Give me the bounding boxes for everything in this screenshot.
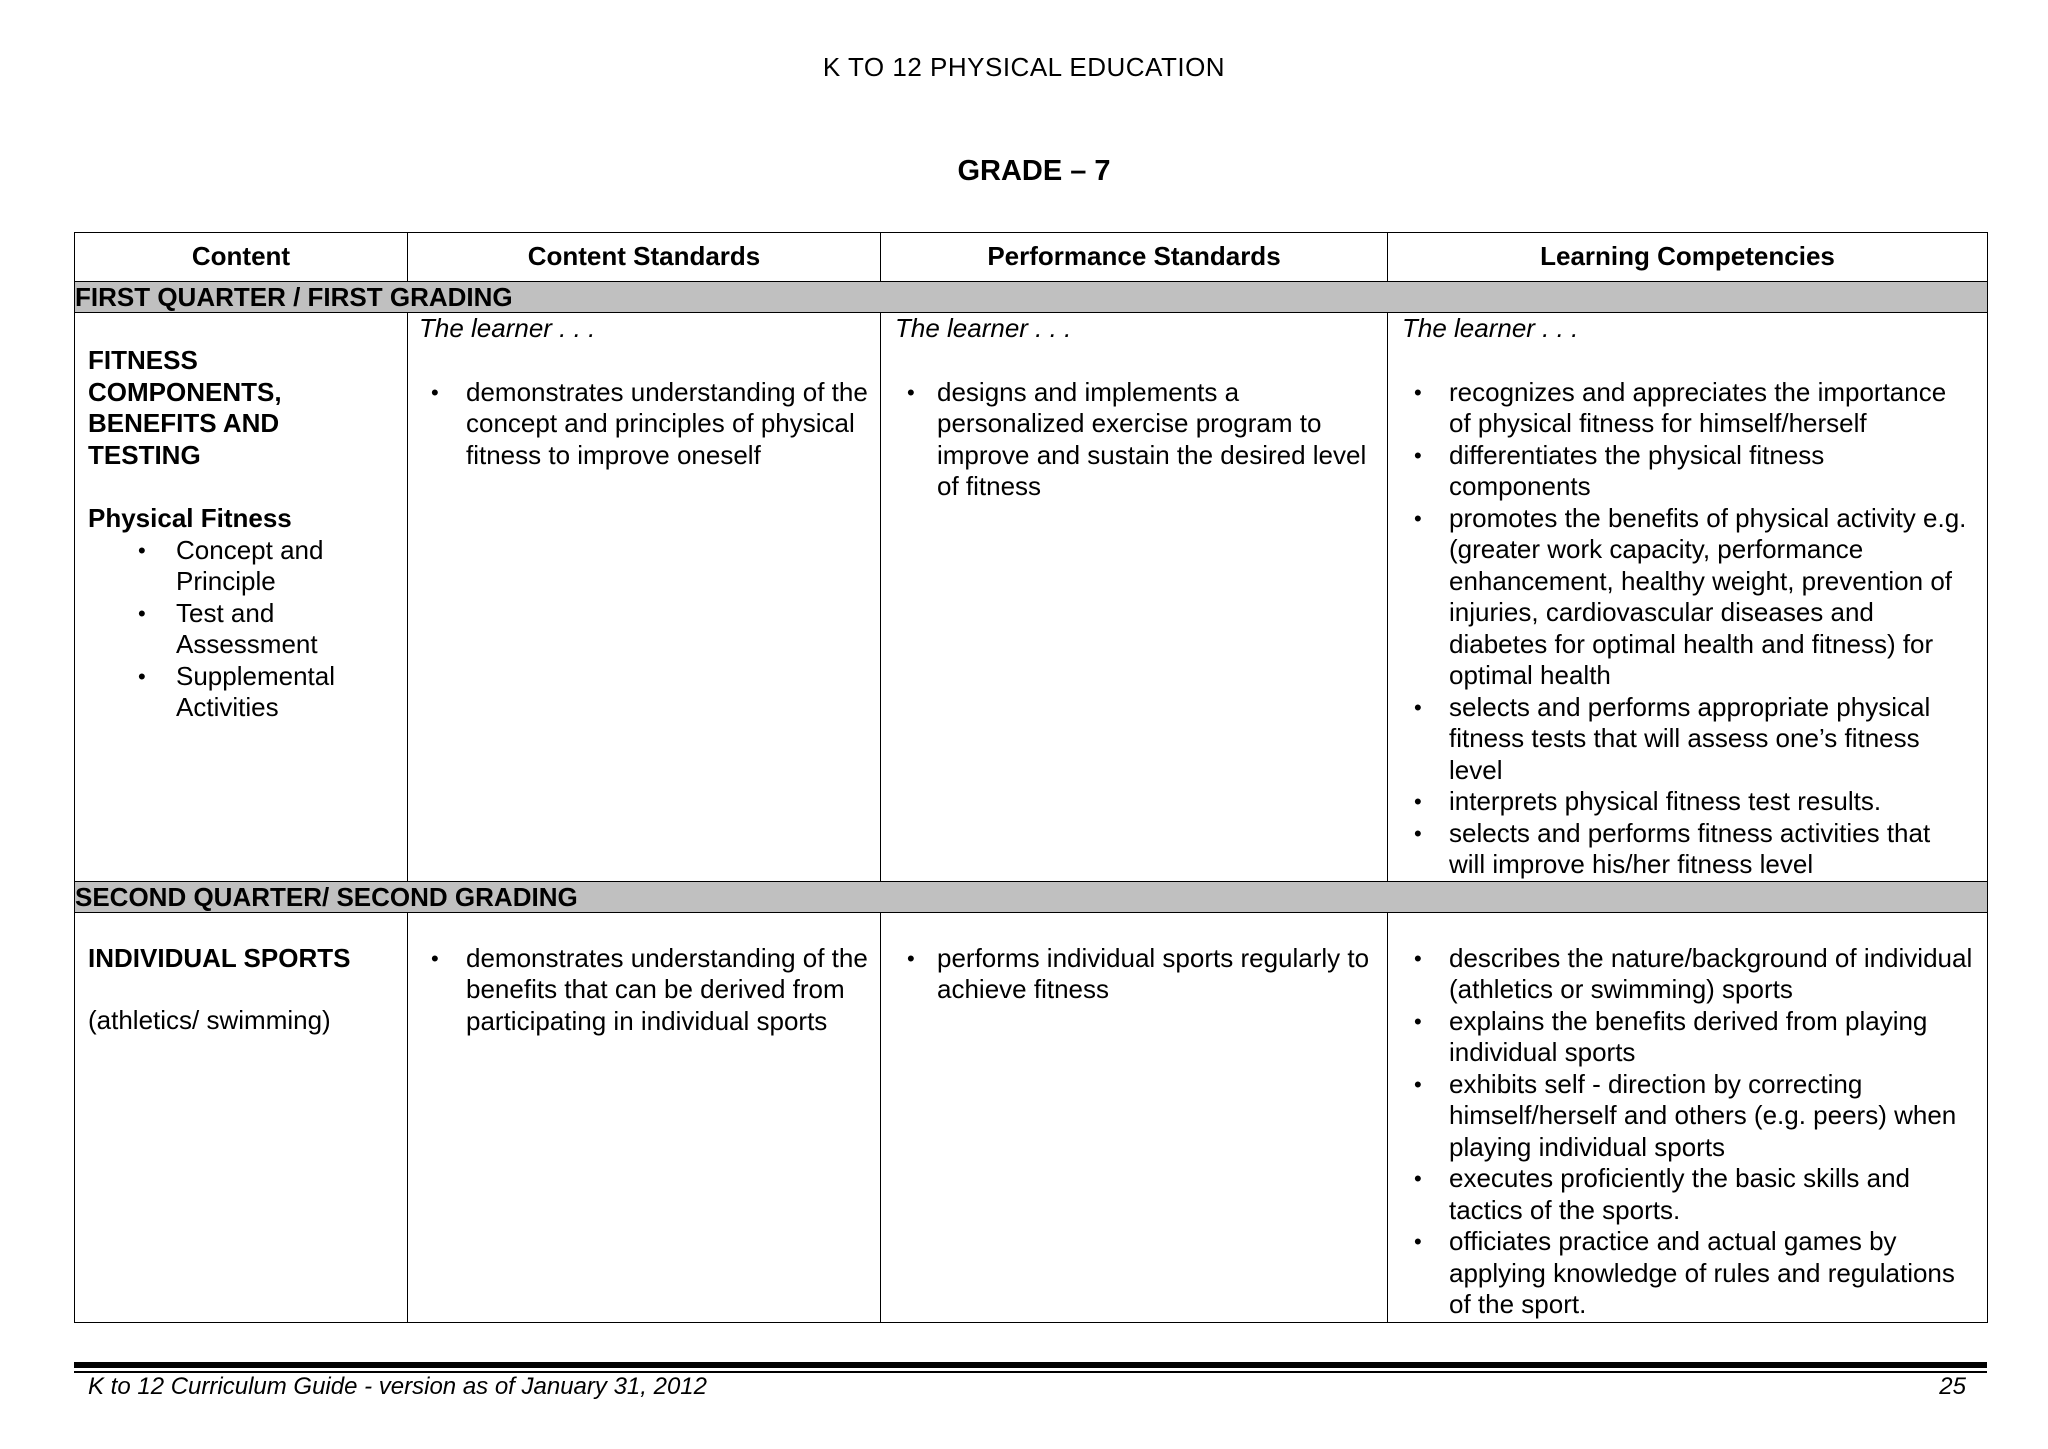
- list-item: • Supplemental Activities: [88, 661, 326, 724]
- content-standards-cell: [408, 313, 881, 882]
- curriculum-table: [74, 232, 1988, 1323]
- list-item: • Concept and Principle: [88, 535, 326, 598]
- content-cell: [75, 313, 408, 882]
- list-item: • selects and performs appropriate physical fitness tests that will assess one’s fitness level: [1402, 692, 1973, 787]
- standards-list: [895, 377, 1377, 503]
- column-header-learning-competencies: Learning Competencies: [1388, 233, 1988, 282]
- competencies-list: [1402, 377, 1973, 881]
- quarter-label: SECOND QUARTER/ SECOND GRADING: [75, 881, 1988, 912]
- content-subtitle: (athletics/ swimming): [88, 1005, 331, 1035]
- learner-intro: The learner . . .: [895, 313, 1072, 343]
- list-item: • demonstrates understanding of the benefits that can be derived from participating in individual sports: [419, 943, 870, 1038]
- standards-list: [419, 377, 870, 472]
- list-item: • promotes the benefits of physical activity e.g. (greater work capacity, performance enhancement, healthy weight, prevention of injuries, cardiovascular diseases and diabetes for optimal health and fitness) for optimal health: [1402, 503, 1973, 692]
- document-header: K TO 12 PHYSICAL EDUCATION: [822, 52, 1226, 82]
- list-item: • describes the nature/background of individual (athletics or swimming) sports: [1402, 943, 1973, 1006]
- learning-competencies-cell: [1388, 912, 1988, 1322]
- list-item: • performs individual sports regularly to achieve fitness: [895, 943, 1377, 1006]
- content-subtitle: Physical Fitness: [88, 503, 292, 533]
- list-item: • officiates practice and actual games by applying knowledge of rules and regulations of the sport.: [1402, 1226, 1973, 1321]
- grade-title: GRADE – 7: [957, 155, 1111, 187]
- quarter-label: FIRST QUARTER / FIRST GRADING: [75, 282, 1988, 313]
- content-standards-cell: [408, 912, 881, 1322]
- list-item: • selects and performs fitness activities that will improve his/her fitness level: [1402, 818, 1973, 881]
- table-header-row: [75, 233, 1988, 282]
- standards-list: [895, 943, 1377, 1006]
- column-header-performance-standards: Performance Standards: [881, 233, 1388, 282]
- list-item: • executes proficiently the basic skills and tactics of the sports.: [1402, 1163, 1973, 1226]
- list-item: • exhibits self - direction by correcting himself/herself and others (e.g. peers) when playing individual sports: [1402, 1069, 1973, 1164]
- content-subtopics: [88, 535, 397, 724]
- content-title: INDIVIDUAL SPORTS: [88, 942, 351, 973]
- performance-standards-cell: [881, 313, 1388, 882]
- learner-intro: The learner . . .: [419, 313, 596, 343]
- column-header-content: Content: [75, 233, 408, 282]
- learner-intro: The learner . . .: [1402, 313, 1579, 343]
- list-item: • designs and implements a personalized exercise program to improve and sustain the desired level of fitness: [895, 377, 1377, 503]
- list-item: • differentiates the physical fitness components: [1402, 440, 1973, 503]
- footer-guide-version: K to 12 Curriculum Guide - version as of January 31, 2012: [88, 1373, 707, 1400]
- page-number: 25: [1939, 1373, 1966, 1400]
- footer-rule: [74, 1362, 1987, 1368]
- content-title: FITNESS COMPONENTS, BENEFITS AND TESTING: [88, 345, 282, 470]
- quarter-row-second: [75, 881, 1988, 912]
- table-row: [75, 313, 1988, 882]
- list-item: • recognizes and appreciates the importance of physical fitness for himself/herself: [1402, 377, 1973, 440]
- list-item: • Test and Assessment: [88, 598, 326, 661]
- table-row: [75, 912, 1988, 1322]
- competencies-list: [1402, 943, 1973, 1321]
- list-item: • interprets physical fitness test results.: [1402, 786, 1973, 818]
- performance-standards-cell: [881, 912, 1388, 1322]
- content-cell: [75, 912, 408, 1322]
- quarter-row-first: [75, 282, 1988, 313]
- list-item: • explains the benefits derived from playing individual sports: [1402, 1006, 1973, 1069]
- learning-competencies-cell: [1388, 313, 1988, 882]
- standards-list: [419, 943, 870, 1038]
- column-header-content-standards: Content Standards: [408, 233, 881, 282]
- list-item: • demonstrates understanding of the concept and principles of physical fitness to improve oneself: [419, 377, 870, 472]
